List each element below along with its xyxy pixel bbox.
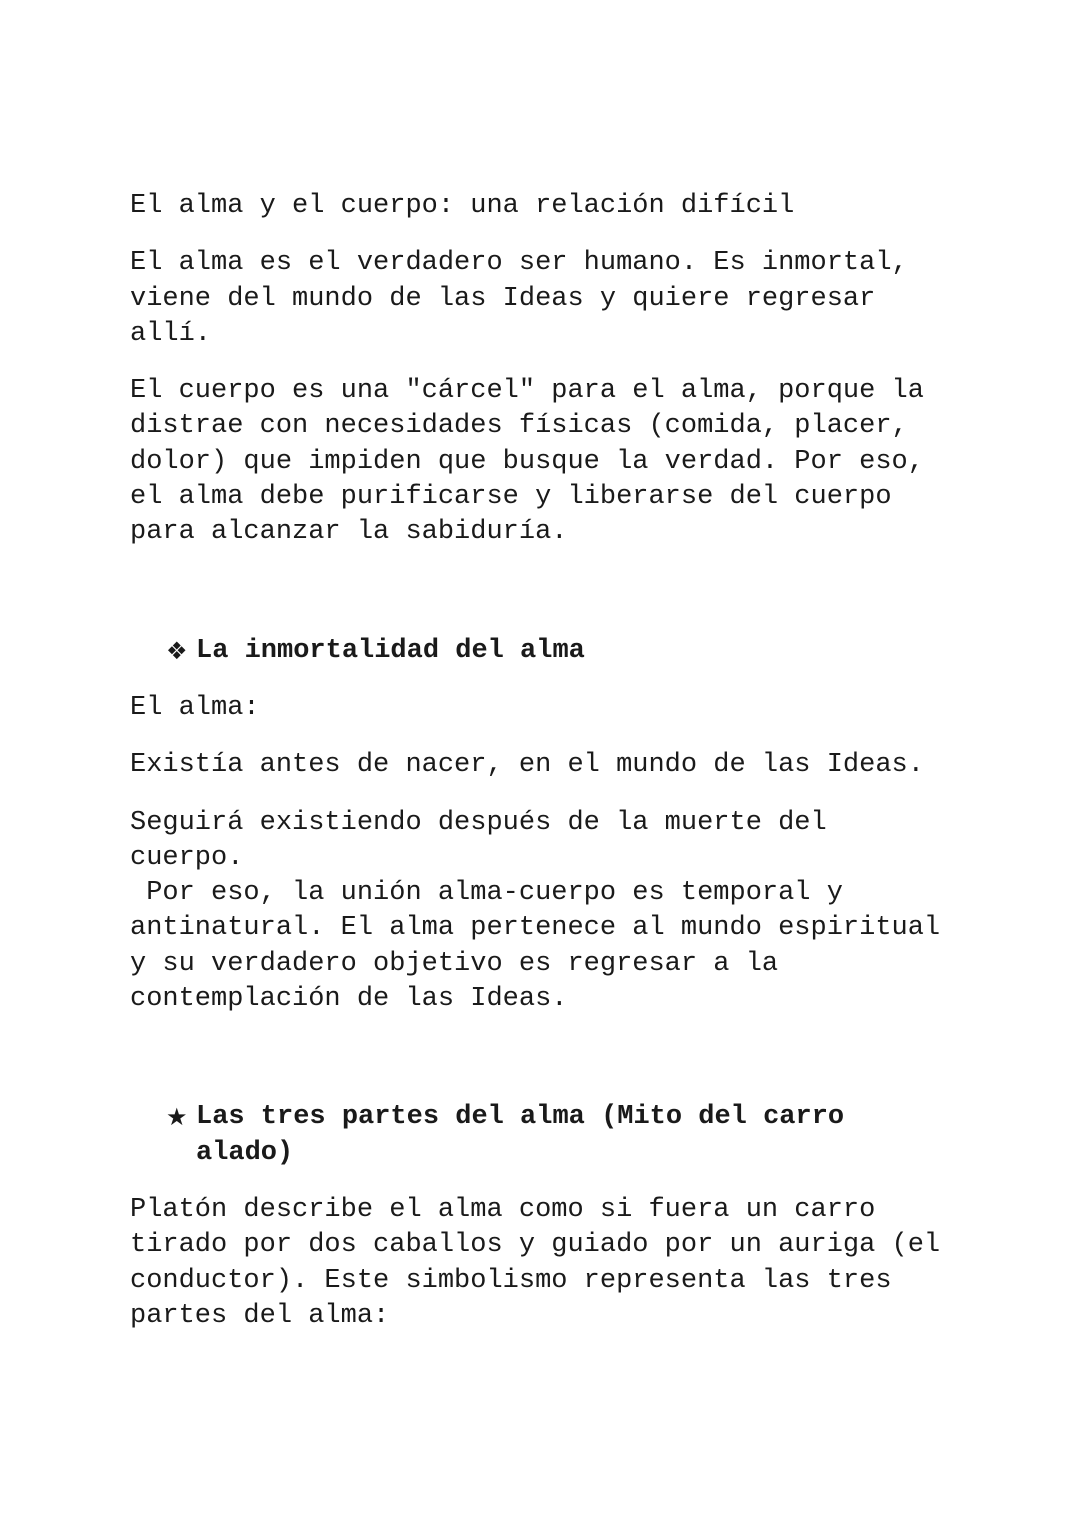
paragraph-existia: Existía antes de nacer, en el mundo de las Ideas. bbox=[130, 750, 924, 781]
paragraph-alma-verdadero: El alma es el verdadero ser humano. Es inmortal, viene del mundo de las Ideas y quiere regresar allí. bbox=[130, 248, 908, 349]
four-diamond-icon: ❖ bbox=[166, 636, 188, 665]
section-title-alma-cuerpo: El alma y el cuerpo: una relación difícil bbox=[130, 191, 795, 221]
paragraph-el-alma: El alma: bbox=[130, 692, 260, 723]
paragraph-platon-carro: Platón describe el alma como si fuera un carro tirado por dos caballos y guiado por un auriga (el conductor). Este simbolismo representa las tres partes del alma: bbox=[130, 1194, 941, 1331]
heading-tres-partes-text: Las tres partes del alma (Mito del carro alado) bbox=[196, 1102, 845, 1168]
star-icon: ★ bbox=[166, 1103, 188, 1132]
heading-inmortalidad bbox=[166, 634, 960, 669]
paragraph-seguira: Seguirá existiendo después de la muerte del cuerpo. Por eso, la unión alma-cuerpo es temporal y antinatural. El alma pertenece al mundo espiritual y su verdadero objetivo es regresar a la contemplación de las Ideas. bbox=[130, 807, 941, 1015]
heading-tres-partes bbox=[166, 1100, 960, 1171]
document-page bbox=[130, 189, 960, 1334]
paragraph-cuerpo-carcel: El cuerpo es una "cárcel" para el alma, porque la distrae con necesidades físicas (comida, placer, dolor) que impiden que busque la verdad. Por eso, el alma debe purificarse y liberarse del cuerpo para alcanzar la sabiduría. bbox=[130, 376, 924, 548]
heading-inmortalidad-text: La inmortalidad del alma bbox=[196, 635, 585, 666]
